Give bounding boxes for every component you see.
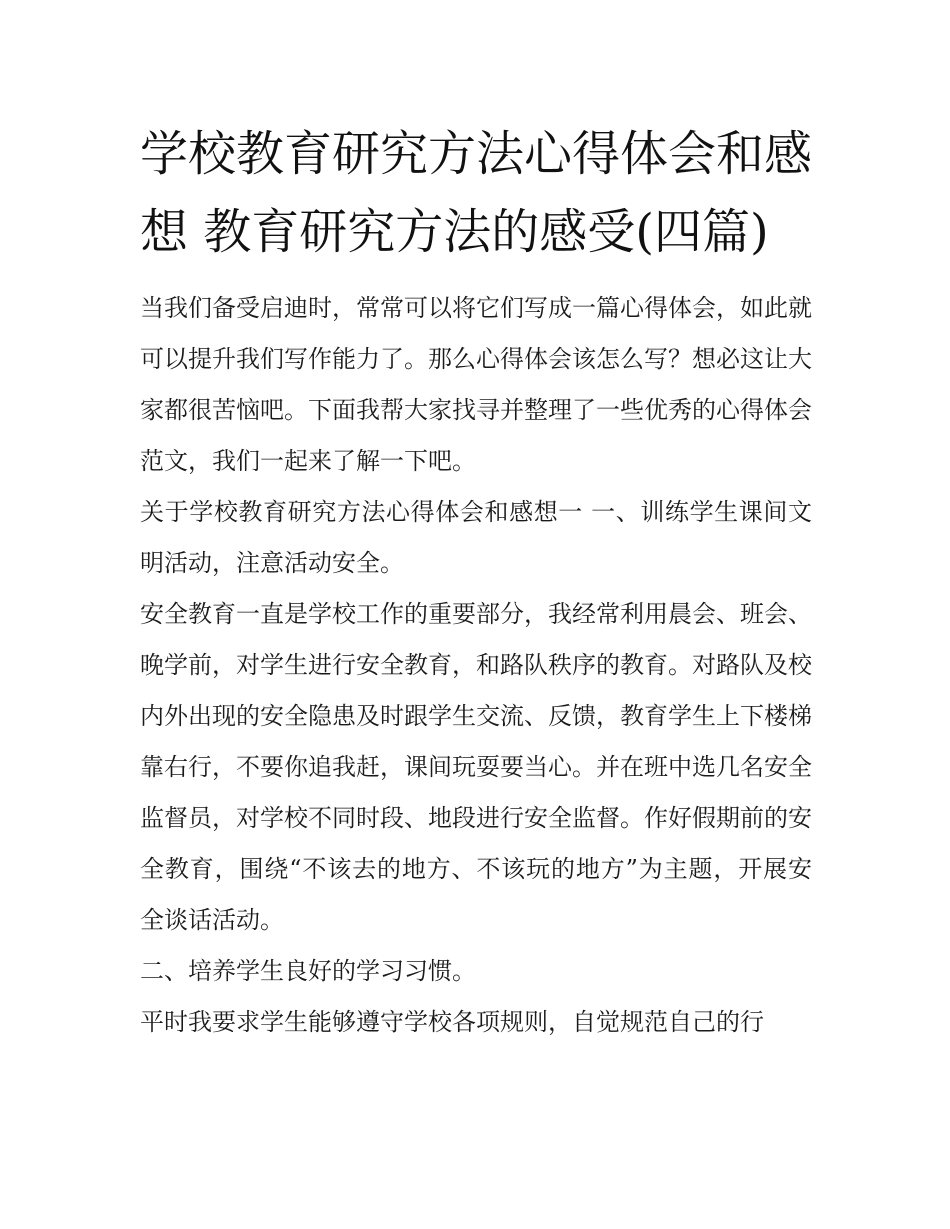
document-body — [140, 283, 812, 1048]
paragraph-intro: 当我们备受启迪时，常常可以将它们写成一篇心得体会，如此就可以提升我们写作能力了。那么心得体会该怎么写？想必这让大家都很苦恼吧。下面我帮大家找寻并整理了一些优秀的心得体会范文，我们一起来了解一下吧。 — [140, 294, 812, 475]
paragraph-section-two-heading: 二、培养学生良好的学习习惯。 — [140, 957, 476, 985]
paragraph-safety-education: 安全教育一直是学校工作的重要部分，我经常利用晨会、班会、晚学前，对学生进行安全教育，和路队秩序的教育。对路队及校内外出现的安全隐患及时跟学生交流、反馈，教育学生上下楼梯靠右行，不要你追我赶，课间玩耍要当心。并在班中选几名安全监督员，对学校不同时段、地段进行安全监督。作好假期前的安全教育，围绕“不该去的地方、不该玩的地方”为主题，开展安全谈话活动。 — [140, 600, 812, 934]
document-content — [140, 115, 812, 1048]
paragraph-section-one-heading: 关于学校教育研究方法心得体会和感想一 一、训练学生课间文明活动，注意活动安全。 — [140, 498, 812, 577]
document-title: 学校教育研究方法心得体会和感想 教育研究方法的感受(四篇) — [140, 126, 813, 260]
paragraph-study-habits: 平时我要求学生能够遵守学校各项规则，自觉规范自己的行 — [140, 1008, 764, 1036]
